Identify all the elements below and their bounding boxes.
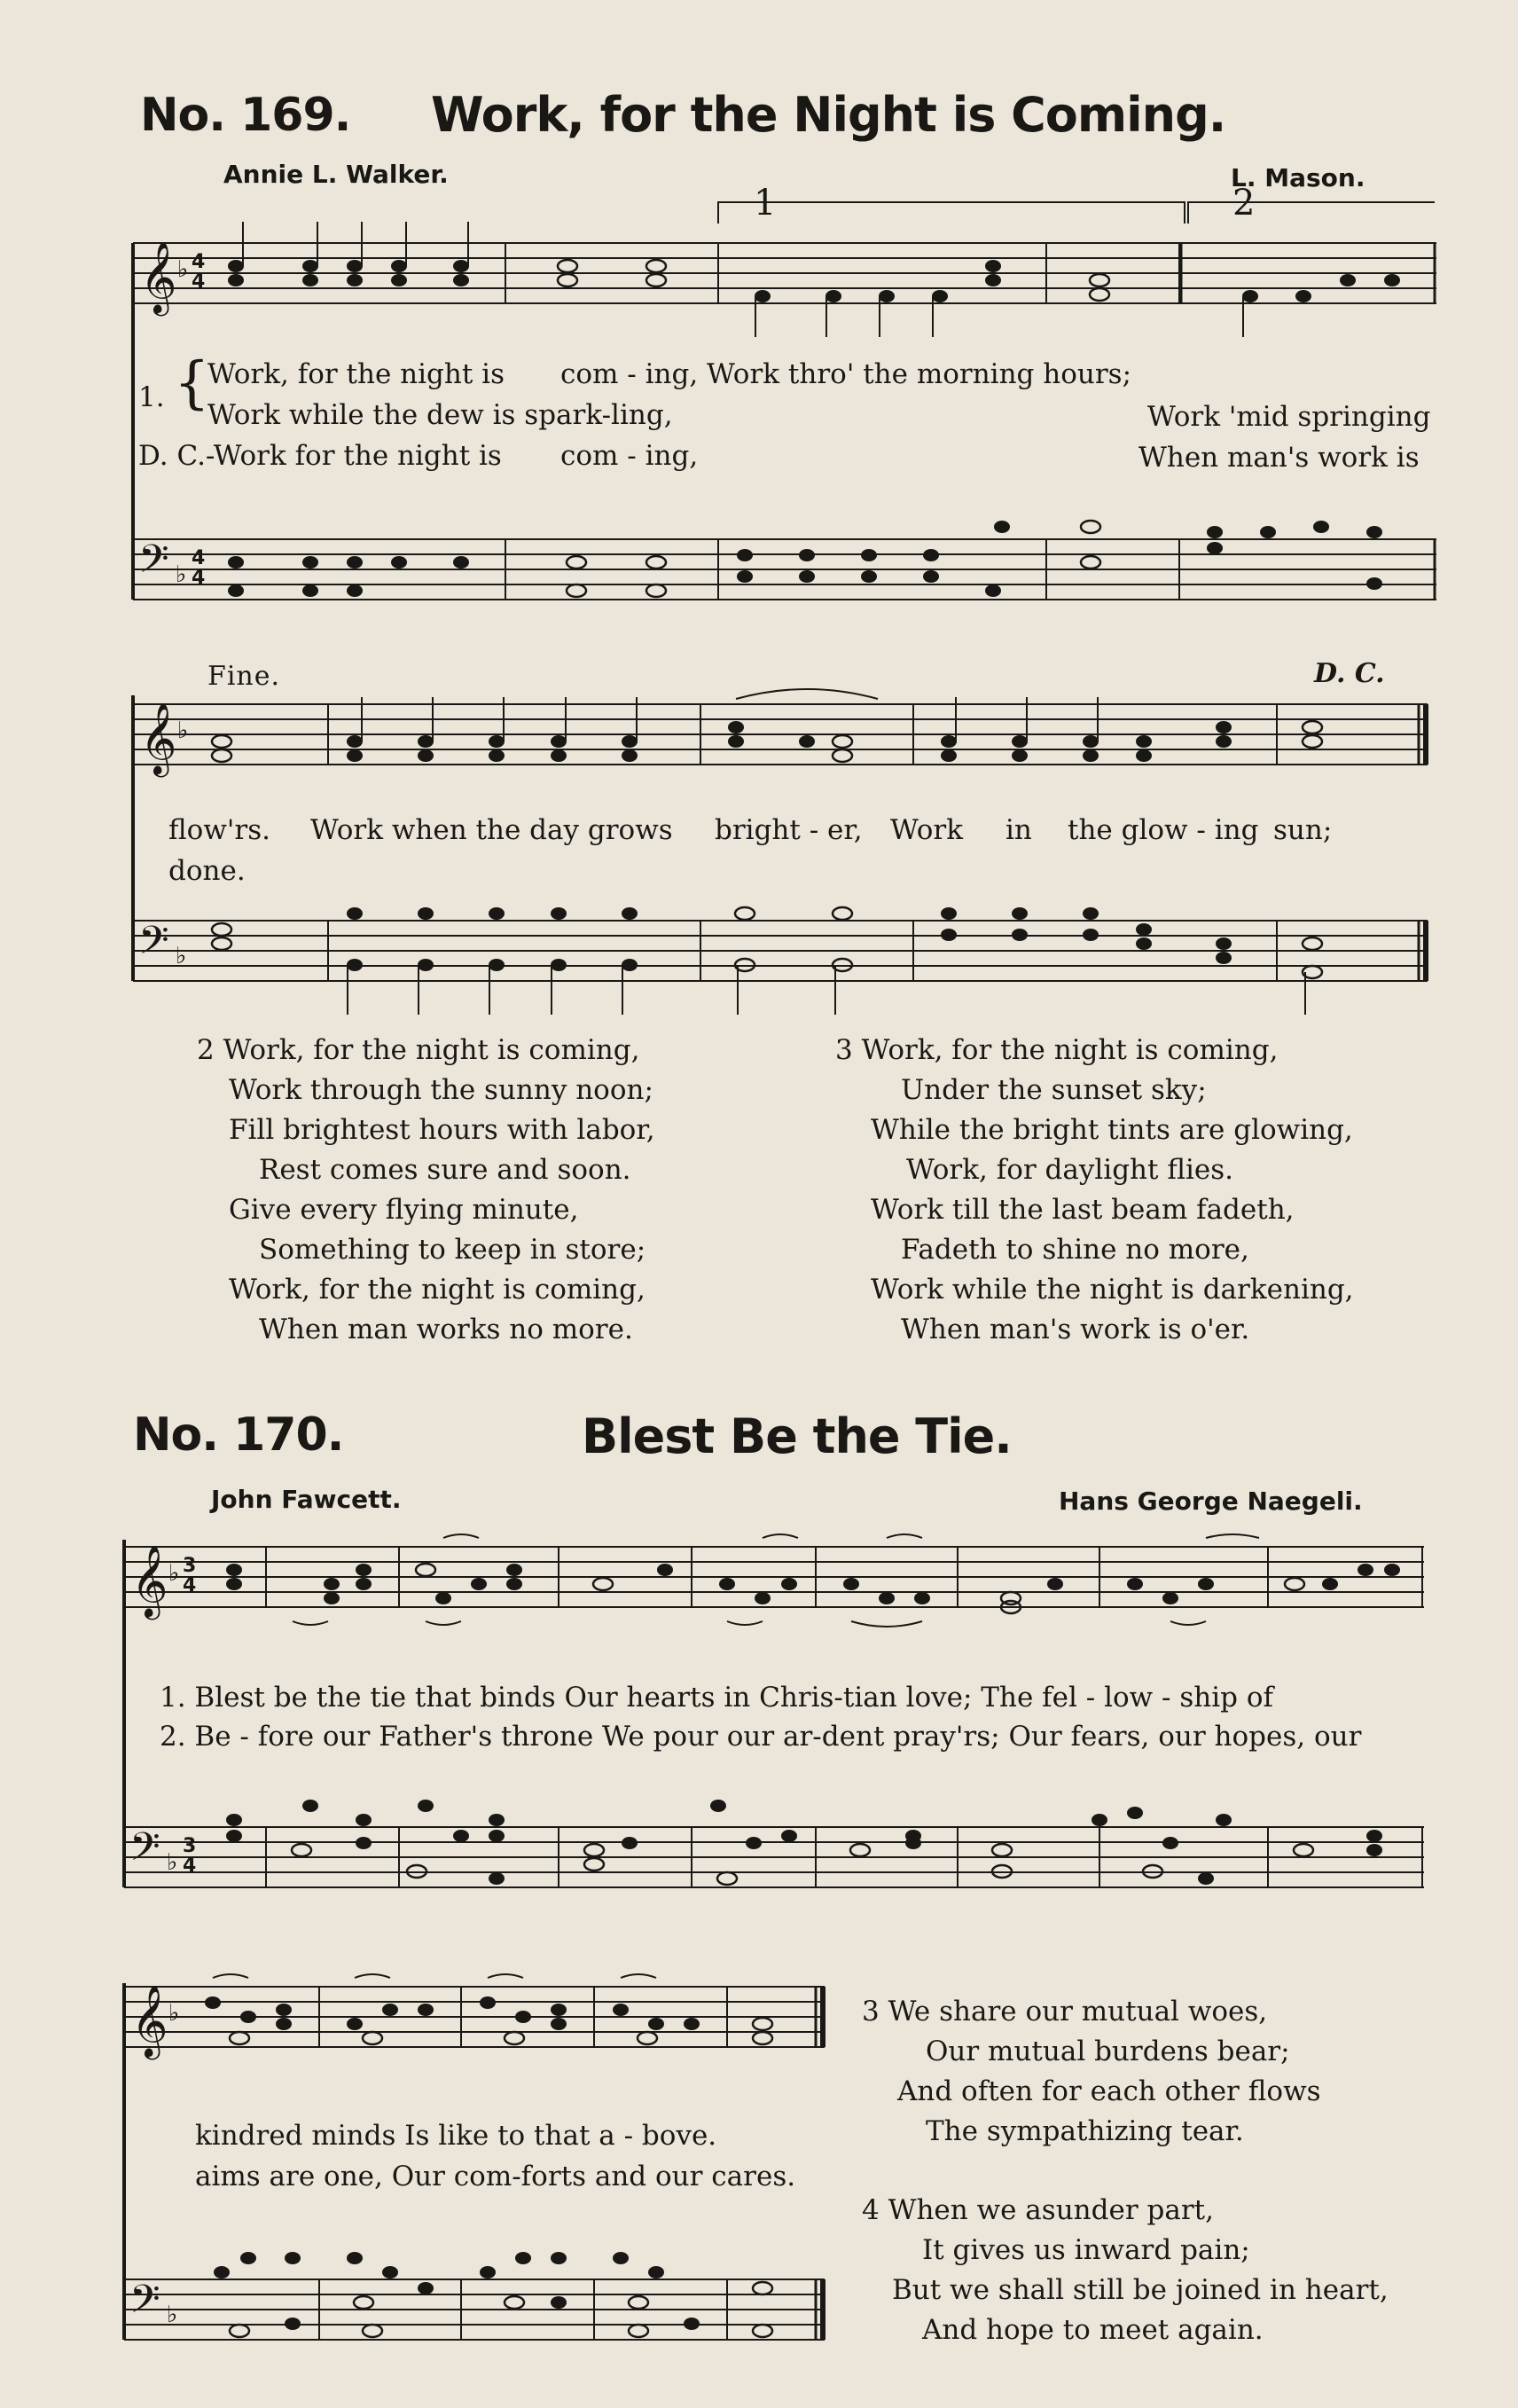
hymn-170-system1-bass-staff <box>124 1824 1424 1894</box>
lyric-sys2-brighter: bright - er, <box>715 814 863 846</box>
svg-text:𝄞: 𝄞 <box>131 1544 168 1617</box>
hymn-170-sys2-lyric-line2: aims are one, Our com-forts and our cares. <box>195 2161 796 2192</box>
hymn-169-system1-bass-staff <box>133 536 1436 607</box>
svg-text:4: 4 <box>183 1855 197 1877</box>
lyric-sys2-in: in <box>1005 814 1032 846</box>
verse3-line: Under the sunset sky; <box>901 1074 1207 1106</box>
svg-text:♭: ♭ <box>167 2302 178 2328</box>
lyric-sys2-work-when: Work when the day grows <box>310 814 673 846</box>
hymn-170-sys2-lyric-line1: kindred minds Is like to that a - bove. <box>195 2120 717 2152</box>
svg-text:♭: ♭ <box>168 1560 180 1587</box>
hymn-169-system2-treble-staff <box>133 701 1428 772</box>
lyric-line3-part3: When man's work is <box>1138 442 1420 474</box>
hymn-170-title: Blest Be the Tie. <box>582 1408 1012 1464</box>
verse3-line: Fadeth to shine no more, <box>901 1234 1249 1266</box>
verse4-line: It gives us inward pain; <box>922 2234 1250 2266</box>
verse3-line: When man's work is o'er. <box>901 1314 1250 1345</box>
svg-text:♭: ♭ <box>176 943 187 969</box>
svg-text:3: 3 <box>183 1555 197 1577</box>
hymn-169-composer: L. Mason. <box>1231 163 1365 192</box>
verse3-line: Work, for daylight flies. <box>906 1154 1234 1186</box>
hymn-170-number: No. 170. <box>133 1408 344 1462</box>
svg-text:3: 3 <box>183 1835 197 1857</box>
verse4-line: 4 When we asunder part, <box>862 2194 1214 2226</box>
hymn-170-author: John Fawcett. <box>211 1485 402 1514</box>
hymn-169-system2-bass-staff <box>133 917 1428 988</box>
svg-text:4: 4 <box>183 1574 197 1596</box>
verse3-line: And often for each other flows <box>897 2075 1321 2107</box>
svg-text:𝄞: 𝄞 <box>140 702 177 774</box>
verse3-line: The sympathizing tear. <box>926 2115 1244 2147</box>
verse4-line: But we shall still be joined in heart, <box>892 2274 1389 2306</box>
hymn-169-number: No. 169. <box>140 89 351 142</box>
verse2-line: Work through the sunny noon; <box>229 1074 653 1106</box>
hymn-170-system1-treble-staff <box>124 1543 1424 1617</box>
verse2-line: Fill brightest hours with labor, <box>229 1114 655 1146</box>
hymn-169-author: Annie L. Walker. <box>223 160 449 189</box>
svg-text:𝄞: 𝄞 <box>140 240 177 313</box>
lyrics-brace: { <box>174 350 210 416</box>
verse2-line: Give every flying minute, <box>229 1194 579 1226</box>
hymn-170-lyric-line1: 1. Blest be the tie that binds Our hearts in Chris-tian love; The fel - low - ship of <box>160 1682 1273 1714</box>
hymn-169-system1-treble-staff <box>133 239 1436 313</box>
svg-text:4: 4 <box>192 547 206 569</box>
svg-text:𝄞: 𝄞 <box>131 1984 168 2057</box>
dc-marking: D. C. <box>1314 658 1385 689</box>
hymn-170-lyric-line2: 2. Be - fore our Father's throne We pour our ar-dent pray'rs; Our fears, our hopes, our <box>160 1721 1362 1753</box>
first-ending-number: 1 <box>754 183 777 224</box>
verse4-line: And hope to meet again. <box>922 2314 1264 2346</box>
verse2-line: Rest comes sure and soon. <box>259 1154 631 1186</box>
hymn-170-system2-bass-staff <box>124 2276 825 2347</box>
lyric-sys2-work: Work <box>890 814 964 846</box>
verse3-line: While the bright tints are glowing, <box>871 1114 1353 1146</box>
svg-text:♭: ♭ <box>176 561 187 588</box>
lyric-sys2-the-glowing: the glow - ing <box>1068 814 1259 846</box>
svg-text:4: 4 <box>192 251 206 273</box>
lyric-sys2-sun: sun; <box>1273 814 1333 846</box>
lyric-line1-part1: Work, for the night is <box>207 358 505 390</box>
verse2-line: 2 Work, for the night is coming, <box>197 1034 640 1066</box>
hymn-170-composer: Hans George Naegeli. <box>1059 1486 1363 1516</box>
svg-text:𝄢: 𝄢 <box>129 2276 160 2332</box>
hymn-170-verse-4 <box>862 2191 1389 2350</box>
svg-text:𝄢: 𝄢 <box>138 917 169 973</box>
svg-text:𝄢: 𝄢 <box>129 1824 160 1879</box>
verse-number-1: 1. <box>138 381 165 413</box>
lyric-sys2-done: done. <box>168 855 246 887</box>
svg-text:♭: ♭ <box>167 1849 178 1876</box>
hymn-169-verse-2 <box>197 1031 655 1350</box>
verse2-line: Something to keep in store; <box>259 1234 646 1266</box>
svg-text:♭: ♭ <box>177 718 189 744</box>
svg-text:♭: ♭ <box>177 256 189 283</box>
lyric-line3-part2: com - ing, <box>560 440 699 472</box>
lyric-line3-part1: D. C.-Work for the night is <box>138 440 502 472</box>
verse2-line: Work, for the night is coming, <box>229 1274 646 1306</box>
verse3-line: Our mutual burdens bear; <box>926 2035 1290 2067</box>
svg-text:4: 4 <box>192 567 206 589</box>
hymn-170-verse-3 <box>862 1992 1321 2152</box>
verse3-line: 3 We share our mutual woes, <box>862 1996 1268 2028</box>
hymn-169-verse-3 <box>835 1031 1354 1350</box>
verse3-line: Work while the night is darkening, <box>871 1274 1354 1306</box>
verse3-line: 3 Work, for the night is coming, <box>835 1034 1279 1066</box>
svg-text:𝄢: 𝄢 <box>138 536 169 592</box>
svg-text:4: 4 <box>192 271 206 293</box>
fine-marking: Fine. <box>207 661 281 692</box>
hymn-170-system2-treble-staff <box>124 1983 825 2057</box>
verse2-line: When man works no more. <box>259 1314 633 1345</box>
hymn-169-title: Work, for the Night is Coming. <box>431 87 1226 143</box>
lyric-line2-part2: Work 'mid springing <box>1147 401 1431 433</box>
lyric-sys2-flowrs: flow'rs. <box>168 814 270 846</box>
second-ending-number: 2 <box>1232 183 1256 224</box>
verse3-line: Work till the last beam fadeth, <box>871 1194 1295 1226</box>
svg-text:♭: ♭ <box>168 2000 180 2027</box>
lyric-line1-part2: com - ing, Work thro' the morning hours; <box>560 358 1132 390</box>
lyric-line2-part1: Work while the dew is spark-ling, <box>207 399 673 431</box>
